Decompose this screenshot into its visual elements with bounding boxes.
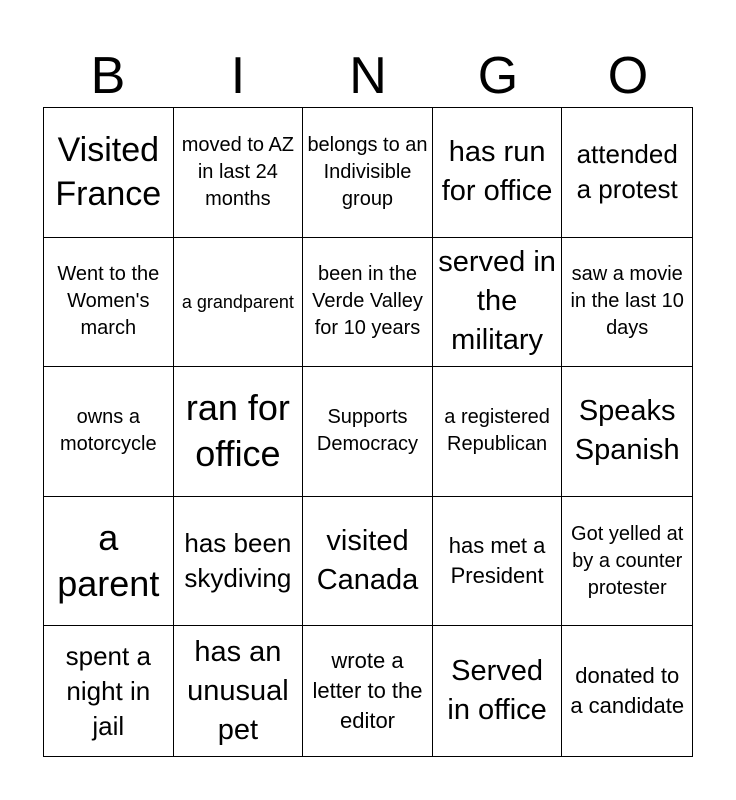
- cell-text: owns a motorcycle: [59, 406, 157, 456]
- bingo-cell-r3c2[interactable]: [174, 367, 304, 497]
- bingo-cell-r1c4[interactable]: [433, 108, 563, 238]
- cell-text: Went to the Women's march: [57, 263, 160, 340]
- cell-text: attended a protest: [576, 139, 678, 205]
- bingo-cell-r4c2[interactable]: [174, 497, 304, 627]
- cell-text: has an unusual pet: [187, 635, 289, 746]
- cell-text: a grandparent: [181, 291, 294, 312]
- header-letter-n: N: [349, 47, 387, 105]
- bingo-cell-r2c4[interactable]: [433, 238, 563, 368]
- header-letter-o: O: [607, 47, 649, 105]
- bingo-cell-r5c1[interactable]: [44, 626, 174, 756]
- header-letter-g: G: [477, 47, 519, 105]
- cell-text: ran for office: [185, 387, 290, 475]
- bingo-header: [43, 48, 693, 104]
- bingo-cell-r5c5[interactable]: [562, 626, 692, 756]
- cell-text: moved to AZ in last 24 months: [181, 133, 295, 210]
- bingo-cell-r1c1[interactable]: [44, 108, 174, 238]
- cell-text: saw a movie in the last 10 days: [570, 263, 684, 340]
- cell-text: served in the military: [438, 246, 556, 357]
- bingo-cell-r2c1[interactable]: [44, 238, 174, 368]
- bingo-cell-r4c5[interactable]: [562, 497, 692, 627]
- bingo-cell-r3c3[interactable]: [303, 367, 433, 497]
- bingo-cell-r4c3[interactable]: [303, 497, 433, 627]
- bingo-cell-r5c3[interactable]: [303, 626, 433, 756]
- header-letter-b: B: [90, 47, 126, 105]
- bingo-cell-r2c2[interactable]: [174, 238, 304, 368]
- bingo-cell-r5c2[interactable]: [174, 626, 304, 756]
- bingo-cell-r5c4[interactable]: [433, 626, 563, 756]
- bingo-cell-r1c5[interactable]: [562, 108, 692, 238]
- cell-text: has met a President: [448, 533, 546, 589]
- cell-text: Got yelled at by a counter protester: [571, 522, 684, 599]
- cell-text: a registered Republican: [444, 406, 550, 456]
- cell-text: has been skydiving: [184, 528, 292, 594]
- cell-text: donated to a candidate: [570, 663, 685, 719]
- bingo-cell-r1c2[interactable]: [174, 108, 304, 238]
- cell-text: Speaks Spanish: [574, 395, 680, 467]
- bingo-cell-r3c5[interactable]: [562, 367, 692, 497]
- cell-text: wrote a letter to the editor: [312, 648, 423, 734]
- bingo-cell-r1c3[interactable]: [303, 108, 433, 238]
- cell-text: a parent: [57, 517, 160, 605]
- bingo-cell-r2c3[interactable]: [303, 238, 433, 368]
- bingo-cell-r4c1[interactable]: [44, 497, 174, 627]
- bingo-cell-r4c4[interactable]: [433, 497, 563, 627]
- cell-text: visited Canada: [316, 525, 419, 597]
- cell-text: Visited France: [55, 131, 162, 214]
- cell-text: Supports Democracy: [316, 406, 419, 456]
- header-letter-i: I: [230, 47, 246, 105]
- cell-text: Served in office: [447, 655, 547, 727]
- bingo-cell-r3c4[interactable]: [433, 367, 563, 497]
- cell-text: has run for office: [441, 136, 553, 208]
- cell-text: belongs to an Indivisible group: [307, 133, 428, 210]
- cell-text: been in the Verde Valley for 10 years: [312, 263, 423, 340]
- bingo-board: [43, 107, 693, 757]
- bingo-cell-r3c1[interactable]: [44, 367, 174, 497]
- cell-text: spent a night in jail: [65, 640, 151, 741]
- bingo-cell-r2c5[interactable]: [562, 238, 692, 368]
